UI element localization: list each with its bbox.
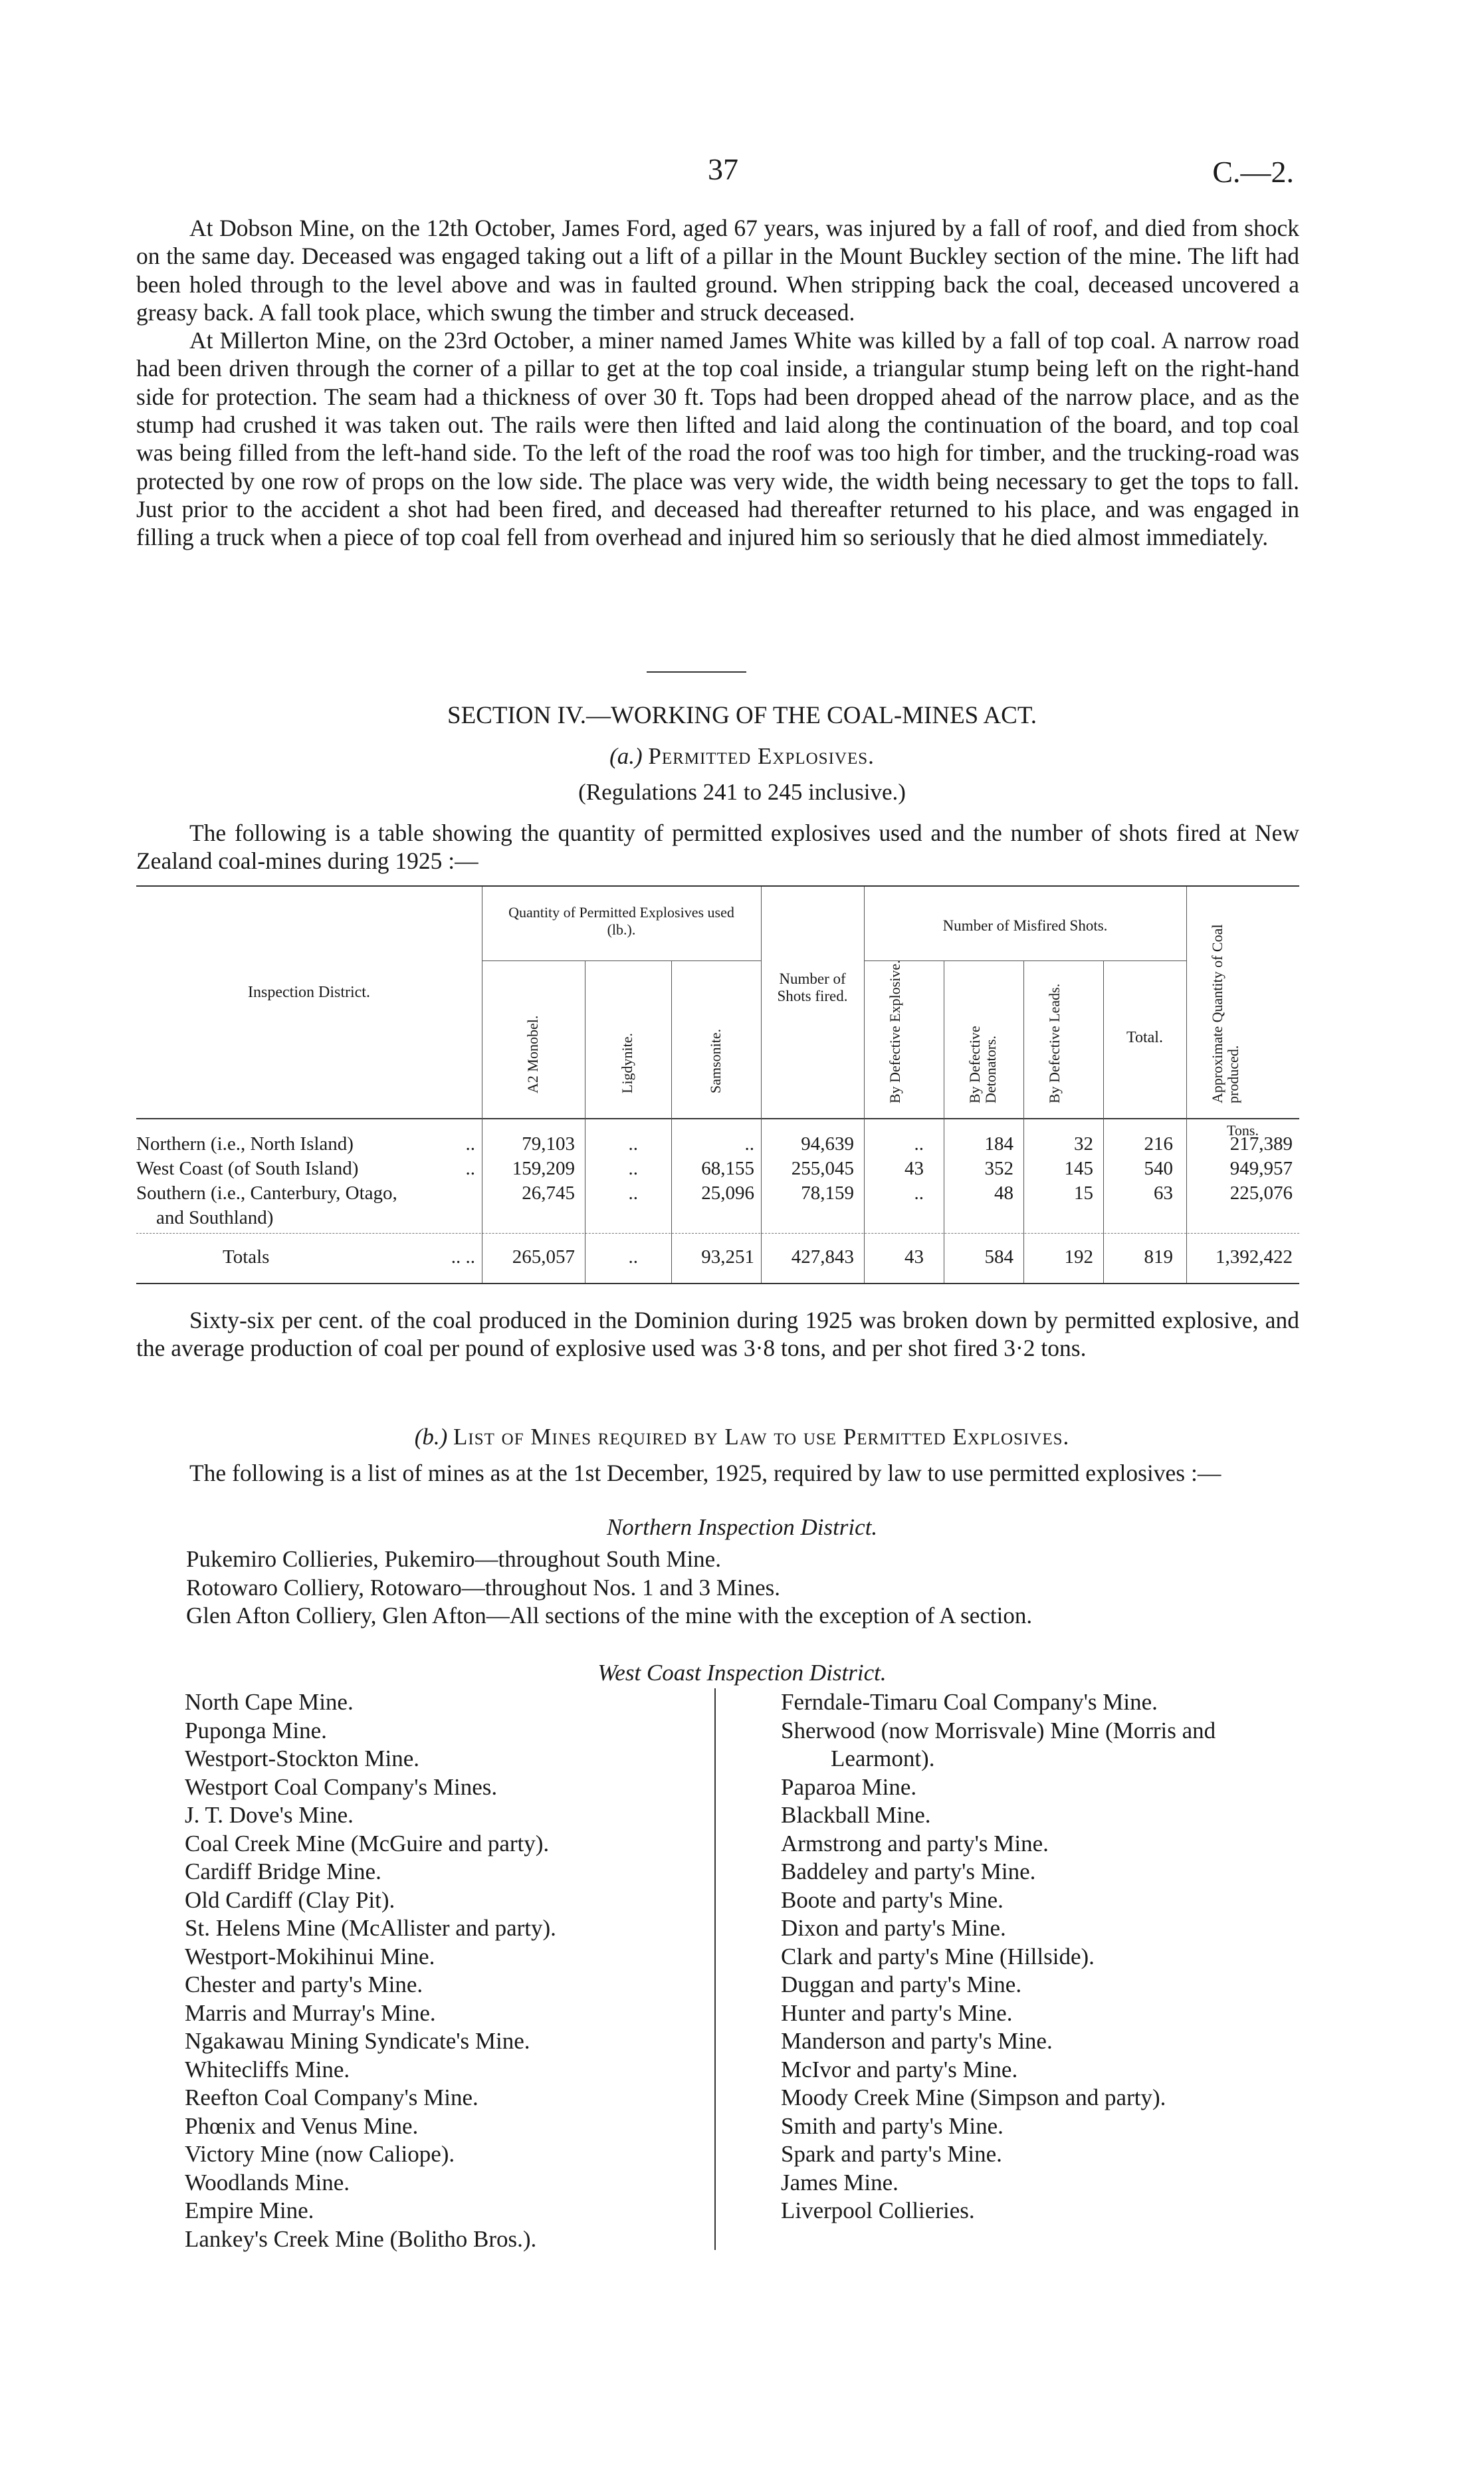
table-intro xyxy=(136,819,1299,875)
paragraph-millerton: At Millerton Mine, on the 23rd October, a miner named James White was killed by a fall of top coal. A narrow road had been driven through the corner of a pillar to get at the top coal inside, a triangular stump being left on the right-hand side for protection. The seam had a thickness of over 30 ft. Tops had been dropped ahead of the narrow place, and as the stump had crushed it was taken out. The rails were then lifted and laid along the continuation of the board, and top coal was being filled from the left-hand side. To the left of the road the roof was too high for timber, and the trucking-road was protected by one row of props on the low side. The place was very wide, the width being necessary to get the tops to fall. Just prior to the accident a shot had been fired, and deceased had thereafter returned to his place, and was engaged in filling a truck when a piece of top coal fell from overhead and injured him so seriously that he died almost immediately. xyxy=(136,327,1299,551)
list-item: Woodlands Mine. xyxy=(185,2169,350,2195)
subsection-a-title: Permitted Explosives. xyxy=(648,743,875,769)
list-item: Coal Creek Mine (McGuire and party). xyxy=(185,1830,550,1856)
list-item: Marris and Murray's Mine. xyxy=(185,1999,436,2026)
list-item: St. Helens Mine (McAllister and party). xyxy=(185,1915,556,1941)
total-d-exp: 43 xyxy=(904,1246,924,1268)
cell-total: 63 xyxy=(1154,1182,1173,1204)
cell-d-exp: .. xyxy=(914,1182,924,1204)
west-coast-district-title: West Coast Inspection District. xyxy=(597,1660,887,1686)
list-item: Ferndale-Timaru Coal Company's Mine. xyxy=(781,1689,1158,1715)
list-item: Cardiff Bridge Mine. xyxy=(185,1858,381,1884)
totals-rule xyxy=(136,1233,1299,1234)
th-total: Total. xyxy=(1126,1029,1163,1046)
subsection-b-title: List of Mines required by Law to use Permitted Explosives. xyxy=(453,1424,1070,1450)
list-item: Reefton Coal Company's Mine. xyxy=(185,2084,478,2110)
northern-list xyxy=(186,1545,1032,1630)
list-item: Paparoa Mine. xyxy=(781,1773,917,1800)
row-district-cont: and Southland) xyxy=(156,1207,274,1228)
cell-a2: 79,103 xyxy=(522,1133,575,1155)
th-a2-monobel: A2 Monobel. xyxy=(524,1015,541,1093)
vrule xyxy=(761,887,762,1283)
list-item: Baddeley and party's Mine. xyxy=(781,1858,1036,1884)
cell-sam: 68,155 xyxy=(701,1158,754,1179)
th-ligdynite: Ligdynite. xyxy=(619,1032,635,1093)
cell-coal: 949,957 xyxy=(1229,1158,1293,1179)
page-header xyxy=(0,152,1484,191)
regulations-note: (Regulations 241 to 245 inclusive.) xyxy=(578,779,906,805)
accident-reports xyxy=(136,214,1299,552)
cell-d-lead: 145 xyxy=(1064,1158,1093,1179)
cell-d-det: 352 xyxy=(984,1158,1013,1179)
cell-shots: 94,639 xyxy=(801,1133,854,1155)
list-item: Westport-Mokihinui Mine. xyxy=(185,1943,435,1969)
west-coast-list-right xyxy=(781,1688,1216,2225)
cell-lig: .. xyxy=(628,1158,638,1179)
list-item: Empire Mine. xyxy=(185,2197,314,2223)
section-title: SECTION IV.—WORKING OF THE COAL-MINES ACT. xyxy=(447,702,1037,729)
cell-total: 216 xyxy=(1144,1133,1173,1155)
list-item: Old Cardiff (Clay Pit). xyxy=(185,1886,395,1913)
list-item: Dixon and party's Mine. xyxy=(781,1915,1006,1941)
totals-label: Totals xyxy=(223,1246,270,1268)
total-total: 819 xyxy=(1144,1246,1173,1268)
cell-total: 540 xyxy=(1144,1158,1173,1179)
vrule xyxy=(864,887,865,1283)
after-table-text xyxy=(136,1306,1299,1363)
list-item: North Cape Mine. xyxy=(185,1689,354,1715)
divider-rule xyxy=(647,671,746,673)
list-item: Chester and party's Mine. xyxy=(185,1971,423,1997)
th-district: Inspection District. xyxy=(248,984,370,1001)
cell-lig: .. xyxy=(628,1182,638,1204)
list-item: Ngakawau Mining Syndicate's Mine. xyxy=(185,2028,530,2054)
list-item-continuation: Learmont). xyxy=(831,1745,935,1771)
cell-shots: 78,159 xyxy=(801,1182,854,1204)
page-number: 37 xyxy=(708,152,738,186)
column-divider xyxy=(714,1688,716,2250)
vrule xyxy=(1186,887,1187,1283)
quantity-group-rule xyxy=(482,960,761,961)
subsection-b-label: (b.) xyxy=(414,1424,448,1450)
total-d-det: 584 xyxy=(984,1246,1013,1268)
row-district: Southern (i.e., Canterbury, Otago, xyxy=(136,1182,397,1204)
row-district: Northern (i.e., North Island) xyxy=(136,1133,354,1155)
misfired-group-rule xyxy=(864,960,1186,961)
th-defective-leads: By Defective Leads. xyxy=(1046,983,1063,1103)
cell-a2: 26,745 xyxy=(522,1182,575,1204)
list-item: Clark and party's Mine (Hillside). xyxy=(781,1943,1095,1969)
row-dots: .. xyxy=(465,1158,475,1179)
cell-coal: 217,389 xyxy=(1229,1133,1293,1155)
list-item: McIvor and party's Mine. xyxy=(781,2056,1018,2082)
list-item: J. T. Dove's Mine. xyxy=(185,1802,354,1828)
th-shots-fired: Number of Shots fired. xyxy=(777,970,848,1004)
list-item: Armstrong and party's Mine. xyxy=(781,1830,1049,1856)
list-item: Glen Afton Colliery, Glen Afton—All sections of the mine with the exception of A section. xyxy=(186,1603,1033,1628)
th-misfired-group: Number of Misfired Shots. xyxy=(942,917,1108,934)
totals-dots: .. .. xyxy=(451,1246,475,1268)
table-top-rule xyxy=(136,885,1299,887)
list-item: Phœnix and Venus Mine. xyxy=(185,2112,419,2139)
cell-d-exp: .. xyxy=(914,1133,924,1155)
paragraph-dobson: At Dobson Mine, on the 12th October, James Ford, aged 67 years, was injured by a fall of roof, and died from shock on the same day. Deceased was engaged taking out a lift of a pillar in the Mount Buckley section of the mine. The lift had been holed through to the level above and was in faulted ground. When stripping back the coal, deceased uncovered a greasy back. A fall took place, which swung the timber and struck deceased. xyxy=(136,215,1299,326)
list-item: Smith and party's Mine. xyxy=(781,2112,1004,2139)
total-sam: 93,251 xyxy=(701,1246,754,1268)
list-item: Sherwood (now Morrisvale) Mine (Morris and xyxy=(781,1717,1216,1743)
vrule xyxy=(1023,960,1024,1283)
list-item: Whitecliffs Mine. xyxy=(185,2056,350,2082)
table-bottom-rule xyxy=(136,1283,1299,1284)
cell-sam: .. xyxy=(744,1133,754,1155)
cell-sam: 25,096 xyxy=(701,1182,754,1204)
list-item: Spark and party's Mine. xyxy=(781,2141,1002,2167)
explosives-table xyxy=(136,884,1299,1296)
row-dots: .. xyxy=(465,1133,475,1155)
th-defective-explosive: By Defective Explosive. xyxy=(887,960,903,1103)
total-d-lead: 192 xyxy=(1064,1246,1093,1268)
th-quantity-group: Quantity of Permitted Explosives used (lb.). xyxy=(508,904,734,938)
header-bottom-rule xyxy=(136,1118,1299,1119)
cell-coal: 225,076 xyxy=(1229,1182,1293,1204)
vrule xyxy=(1103,960,1104,1283)
west-coast-list-left xyxy=(185,1688,556,2253)
cell-a2: 159,209 xyxy=(512,1158,575,1179)
list-item: Victory Mine (now Caliope). xyxy=(185,2141,455,2167)
cell-shots: 255,045 xyxy=(791,1158,854,1179)
cell-d-lead: 32 xyxy=(1074,1133,1093,1155)
list-intro-text: The following is a list of mines as at the 1st December, 1925, required by law to use permitted explosives :— xyxy=(189,1460,1221,1486)
list-item: Westport-Stockton Mine. xyxy=(185,1745,419,1771)
list-item: Boote and party's Mine. xyxy=(781,1886,1004,1913)
cell-d-exp: 43 xyxy=(904,1158,924,1179)
row-district: West Coast (of South Island) xyxy=(136,1158,359,1179)
total-shots: 427,843 xyxy=(791,1246,854,1268)
cell-d-det: 48 xyxy=(994,1182,1013,1204)
list-item: Lankey's Creek Mine (Bolitho Bros.). xyxy=(185,2225,537,2252)
list-item: Pukemiro Collieries, Pukemiro—throughout South Mine. xyxy=(186,1546,721,1572)
list-item: Blackball Mine. xyxy=(781,1802,931,1828)
total-lig: .. xyxy=(628,1246,638,1268)
list-item: Westport Coal Company's Mines. xyxy=(185,1773,498,1800)
th-samsonite: Samsonite. xyxy=(707,1028,724,1093)
th-coal-produced: Approximate Quantity of Coal produced. xyxy=(1209,924,1241,1103)
total-a2: 265,057 xyxy=(512,1246,575,1268)
vrule xyxy=(671,960,672,1283)
cell-d-det: 184 xyxy=(984,1133,1013,1155)
total-coal: 1,392,422 xyxy=(1216,1246,1293,1268)
northern-district-title: Northern Inspection District. xyxy=(606,1514,878,1540)
list-item: Hunter and party's Mine. xyxy=(781,1999,1013,2026)
cell-d-lead: 15 xyxy=(1074,1182,1093,1204)
list-item: Rotowaro Colliery, Rotowaro—throughout Nos. 1 and 3 Mines. xyxy=(186,1574,781,1601)
table-intro-text: The following is a table showing the quantity of permitted explosives used and the number of shots fired at New Zealand coal-mines during 1925 :— xyxy=(136,820,1299,875)
list-item: James Mine. xyxy=(781,2169,899,2195)
list-intro xyxy=(136,1459,1299,1487)
document-code: C.—2. xyxy=(1212,155,1294,189)
th-defective-detonators: By Defective Detonators. xyxy=(966,1026,999,1103)
list-item: Moody Creek Mine (Simpson and party). xyxy=(781,2084,1166,2110)
subsection-b-heading xyxy=(0,1424,1484,1450)
list-item: Duggan and party's Mine. xyxy=(781,1971,1022,1997)
cell-lig: .. xyxy=(628,1133,638,1155)
tons-unit: Tons. xyxy=(1227,1122,1259,1139)
list-item: Puponga Mine. xyxy=(185,1717,327,1743)
subsection-a-heading xyxy=(0,743,1484,770)
subsection-a-label: (a.) xyxy=(609,743,643,769)
after-table-paragraph: Sixty-six per cent. of the coal produced in the Dominion during 1925 was broken down by permitted explosive, and the average production of coal per pound of explosive used was 3·8 tons, and per shot fired 3·2 tons. xyxy=(136,1307,1299,1362)
list-item: Manderson and party's Mine. xyxy=(781,2028,1053,2054)
list-item: Liverpool Collieries. xyxy=(781,2197,975,2223)
